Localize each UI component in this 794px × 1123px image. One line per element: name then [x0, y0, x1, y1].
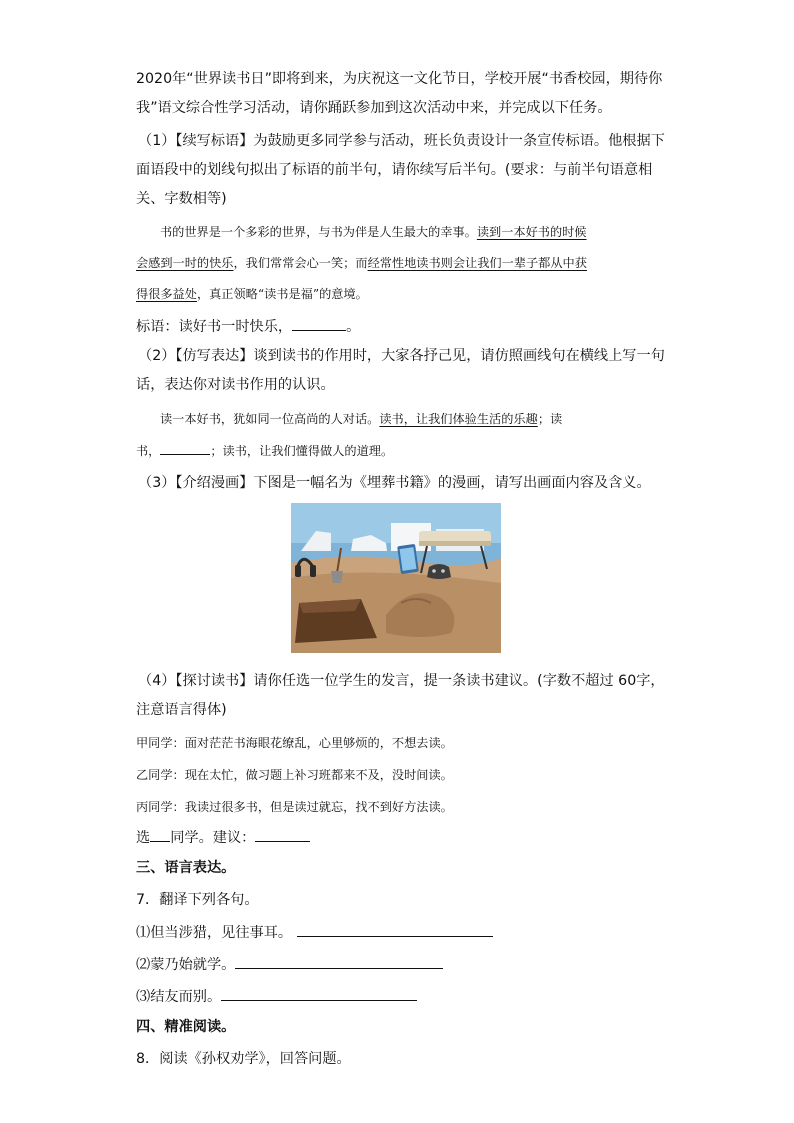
question-8-title: 8．阅读《孙权劝学》，回答问题。: [136, 1051, 351, 1067]
q7-item-1-answer-blank[interactable]: [297, 922, 493, 937]
q7-item-3-answer-blank[interactable]: [221, 986, 417, 1001]
cartoon-burying-books-image: [291, 503, 501, 653]
task2-passage-line-2: [136, 440, 666, 461]
slogan-suffix: 。: [346, 319, 361, 335]
q7-item-3-text: ⑶结友而别。: [136, 989, 222, 1005]
choose-prefix: 选: [136, 830, 151, 846]
task1-passage-line-3: [136, 284, 666, 304]
section-3-title: 三、语言表达。: [136, 860, 236, 876]
task4-line-2: 注意语言得体): [136, 702, 227, 718]
task1-line-1: （1）【续写标语】为鼓励更多同学参与活动，班长负责设计一条宣传标语。他根据下: [138, 133, 665, 149]
question-7-title: 7．翻译下列各句。: [136, 892, 259, 908]
student-b-statement: 乙同学：现在太忙，做习题上补习班都来不及，没时间读。: [136, 768, 453, 782]
q7-item-2: [136, 954, 666, 975]
task1-passage-line-2: [136, 253, 666, 273]
task2-line-2: 话，表达你对读书作用的认识。: [136, 377, 335, 393]
task1-line-3: 关、字数相等): [136, 191, 227, 207]
intro-line-1: 2020年“世界读书日”即将到来，为庆祝这一文化节日，学校开展“书香校园，期待你: [136, 71, 663, 87]
section-4-title: 四、精准阅读。: [136, 1019, 236, 1035]
task2-passage-line-1: [160, 409, 690, 429]
imitation-answer-blank[interactable]: [160, 440, 210, 455]
underlined-sentence: 读书，让我们体验生活的乐趣: [379, 412, 538, 426]
task1-line-2: 面语段中的划线句拟出了标语的前半句，请你续写后半句。(要求：与前半句语意相: [136, 162, 653, 178]
choose-student-line: [136, 827, 666, 848]
student-c-statement: 丙同学：我读过很多书，但是读过就忘，找不到好方法读。: [136, 800, 453, 814]
q7-item-2-text: ⑵蒙乃始就学。: [136, 957, 236, 973]
task4-line-1: （4）【探讨读书】请你任选一位学生的发言，提一条读书建议。(字数不超过 60字，: [138, 673, 665, 689]
passage-text: ；读书，让我们懂得做人的道理。: [210, 444, 394, 458]
passage-text: 读一本好书，犹如同一位高尚的人对话。: [160, 412, 380, 426]
slogan-answer-blank[interactable]: [292, 316, 346, 331]
slogan-prefix: 标语：读好书一时快乐，: [136, 319, 293, 335]
q7-item-3: [136, 986, 666, 1007]
underlined-sentence: 会感到一时的快乐: [136, 256, 234, 270]
task1-passage-line-1: [160, 222, 690, 242]
slogan-line: [136, 316, 666, 337]
underlined-sentence: 得很多益处: [136, 287, 197, 301]
choose-mid: 同学。建议：: [170, 830, 256, 846]
passage-text: ，我们常常会心一笑；而: [233, 256, 368, 270]
task3-line-1: （3）【介绍漫画】下图是一幅名为《埋葬书籍》的漫画，请写出画面内容及含义。: [138, 475, 651, 491]
underlined-sentence: 读到一本好书的时候: [476, 225, 587, 239]
q7-item-1-text: ⑴但当涉猎，见往事耳。: [136, 925, 293, 941]
passage-text: ，真正领略“读书是福”的意境。: [196, 287, 368, 301]
student-choice-blank[interactable]: [150, 827, 170, 842]
task2-line-1: （2）【仿写表达】谈到读书的作用时，大家各抒己见，请仿照画线句在横线上写一句: [138, 348, 665, 364]
q7-item-1: [136, 922, 666, 943]
q7-item-2-answer-blank[interactable]: [235, 954, 443, 969]
intro-line-2: 我”语文综合性学习活动，请你踊跃参加到这次活动中来，并完成以下任务。: [136, 100, 612, 116]
suggestion-blank[interactable]: [255, 827, 310, 842]
underlined-sentence: 经常性地读书则会让我们一辈子都从中获: [367, 256, 587, 270]
passage-text: 书的世界是一个多彩的世界，与书为伴是人生最大的幸事。: [160, 225, 477, 239]
passage-text: ；读: [537, 412, 563, 426]
passage-text: 书，: [136, 444, 161, 458]
student-a-statement: 甲同学：面对茫茫书海眼花缭乱，心里够烦的，不想去读。: [136, 736, 453, 750]
